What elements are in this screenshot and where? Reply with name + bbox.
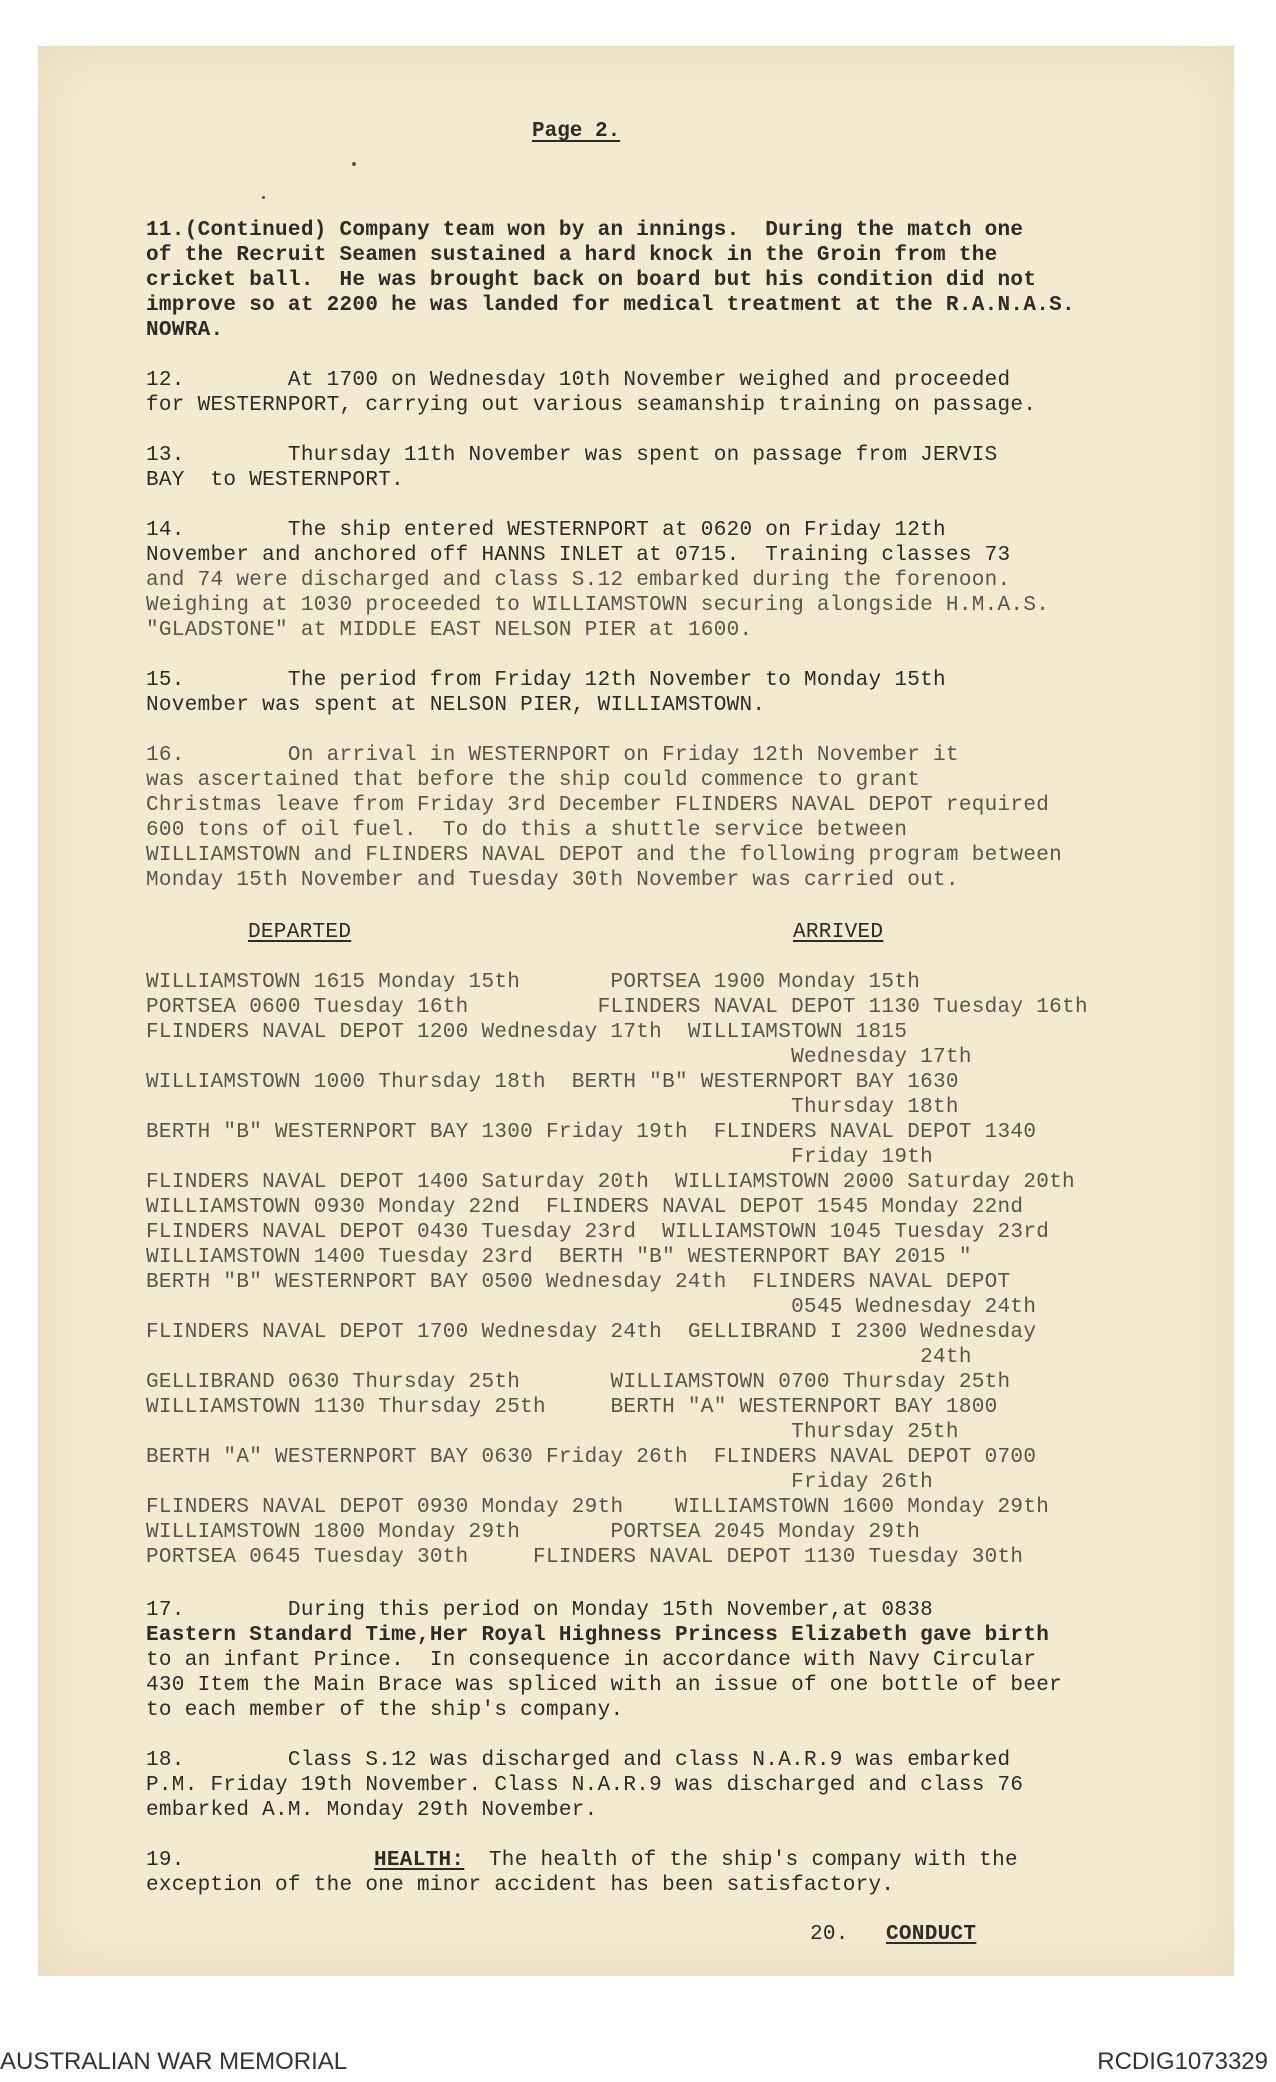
text-line: 11.(Continued) Company team won by an innings. During the match one [146, 219, 1024, 242]
text-line: Weighing at 1030 proceeded to WILLIAMSTOWN securing alongside H.M.A.S. [146, 594, 1050, 617]
text-line: improve so at 2200 he was landed for medical treatment at the R.A.N.A.S. [146, 294, 1075, 317]
schedule-row: FLINDERS NAVAL DEPOT 1200 Wednesday 17th WILLIAMSTOWN 1815 [146, 1021, 908, 1044]
schedule-row: WILLIAMSTOWN 1400 Tuesday 23rd BERTH "B" WESTERNPORT BAY 2015 " [146, 1246, 972, 1269]
text-line: exception of the one minor accident has been satisfactory. [146, 1874, 895, 1897]
schedule-row: Friday 19th [146, 1146, 934, 1169]
paragraph-number: 20. [810, 1923, 849, 1946]
text-line: was ascertained that before the ship could commence to grant [146, 769, 921, 792]
schedule-row: FLINDERS NAVAL DEPOT 0930 Monday 29th WILLIAMSTOWN 1600 Monday 29th [146, 1496, 1050, 1519]
text-line: Monday 15th November and Tuesday 30th November was carried out. [146, 869, 959, 892]
schedule-row: Thursday 25th [146, 1421, 959, 1444]
schedule-row: BERTH "B" WESTERNPORT BAY 0500 Wednesday 24th FLINDERS NAVAL DEPOT [146, 1271, 1011, 1294]
text-line: 14. The ship entered WESTERNPORT at 0620 on Friday 12th [146, 519, 946, 542]
text-line: The health of the ship's company with the [476, 1849, 1018, 1872]
text-line: November was spent at NELSON PIER, WILLIAMSTOWN. [146, 694, 766, 717]
text-line: "GLADSTONE" at MIDDLE EAST NELSON PIER at 1600. [146, 619, 753, 642]
text-line: 18. Class S.12 was discharged and class N.A.R.9 was embarked [146, 1749, 1011, 1772]
text-line: to each member of the ship's company. [146, 1699, 624, 1722]
schedule-row: PORTSEA 0645 Tuesday 30th FLINDERS NAVAL DEPOT 1130 Tuesday 30th [146, 1546, 1024, 1569]
text-line: to an infant Prince. In consequence in accordance with Navy Circular [146, 1649, 1037, 1672]
text-line: Eastern Standard Time,Her Royal Highness Princess Elizabeth gave birth [146, 1624, 1050, 1647]
text-line: for WESTERNPORT, carrying out various seamanship training on passage. [146, 394, 1037, 417]
text-line: 13. Thursday 11th November was spent on passage from JERVIS [146, 444, 998, 467]
text-line: cricket ball. He was brought back on board but his condition did not [146, 269, 1037, 292]
arrived-column-header: ARRIVED [793, 921, 884, 944]
schedule-row: WILLIAMSTOWN 1000 Thursday 18th BERTH "B" WESTERNPORT BAY 1630 [146, 1071, 959, 1094]
schedule-row: WILLIAMSTOWN 1130 Thursday 25th BERTH "A" WESTERNPORT BAY 1800 [146, 1396, 998, 1419]
schedule-row: Thursday 18th [146, 1096, 959, 1119]
paragraph-number: 19. [146, 1849, 185, 1872]
page-title: Page 2. [532, 120, 621, 143]
footer-id: RCDIG1073329 [1097, 2048, 1268, 2075]
text-line: 17. During this period on Monday 15th November,at 0838 [146, 1599, 934, 1622]
schedule-row: PORTSEA 0600 Tuesday 16th FLINDERS NAVAL DEPOT 1130 Tuesday 16th [146, 996, 1088, 1019]
paper-speck [262, 196, 265, 199]
text-line: 12. At 1700 on Wednesday 10th November weighed and proceeded [146, 369, 1011, 392]
conduct-heading: CONDUCT [886, 1923, 977, 1946]
schedule-row: Wednesday 17th [146, 1046, 972, 1069]
text-line: of the Recruit Seamen sustained a hard knock in the Groin from the [146, 244, 998, 267]
schedule-row: 24th [146, 1346, 972, 1369]
text-line: 430 Item the Main Brace was spliced with an issue of one bottle of beer [146, 1674, 1063, 1697]
footer-source: AUSTRALIAN WAR MEMORIAL [0, 2048, 348, 2075]
text-line: 15. The period from Friday 12th November to Monday 15th [146, 669, 946, 692]
schedule-row: WILLIAMSTOWN 1800 Monday 29th PORTSEA 2045 Monday 29th [146, 1521, 921, 1544]
schedule-row: 0545 Wednesday 24th [146, 1296, 1037, 1319]
text-line: WILLIAMSTOWN and FLINDERS NAVAL DEPOT and the following program between [146, 844, 1063, 867]
schedule-row: FLINDERS NAVAL DEPOT 1400 Saturday 20th WILLIAMSTOWN 2000 Saturday 20th [146, 1171, 1075, 1194]
schedule-row: BERTH "A" WESTERNPORT BAY 0630 Friday 26th FLINDERS NAVAL DEPOT 0700 [146, 1446, 1037, 1469]
text-line: NOWRA. [146, 319, 224, 342]
paper-speck [352, 162, 356, 166]
schedule-row: FLINDERS NAVAL DEPOT 0430 Tuesday 23rd WILLIAMSTOWN 1045 Tuesday 23rd [146, 1221, 1050, 1244]
text-line: P.M. Friday 19th November. Class N.A.R.9 was discharged and class 76 [146, 1774, 1024, 1797]
schedule-row: WILLIAMSTOWN 1615 Monday 15th PORTSEA 1900 Monday 15th [146, 971, 921, 994]
schedule-row: FLINDERS NAVAL DEPOT 1700 Wednesday 24th GELLIBRAND I 2300 Wednesday [146, 1321, 1037, 1344]
text-line: November and anchored off HANNS INLET at 0715. Training classes 73 [146, 544, 1011, 567]
text-line: and 74 were discharged and class S.12 embarked during the forenoon. [146, 569, 1011, 592]
schedule-row: WILLIAMSTOWN 0930 Monday 22nd FLINDERS NAVAL DEPOT 1545 Monday 22nd [146, 1196, 1024, 1219]
departed-column-header: DEPARTED [248, 921, 352, 944]
schedule-row: BERTH "B" WESTERNPORT BAY 1300 Friday 19th FLINDERS NAVAL DEPOT 1340 [146, 1121, 1037, 1144]
schedule-row: GELLIBRAND 0630 Thursday 25th WILLIAMSTOWN 0700 Thursday 25th [146, 1371, 1011, 1394]
text-line: BAY to WESTERNPORT. [146, 469, 405, 492]
text-line: 16. On arrival in WESTERNPORT on Friday 12th November it [146, 744, 959, 767]
text-line: Christmas leave from Friday 3rd December FLINDERS NAVAL DEPOT required [146, 794, 1050, 817]
text-line: 600 tons of oil fuel. To do this a shuttle service between [146, 819, 908, 842]
text-line: embarked A.M. Monday 29th November. [146, 1799, 598, 1822]
health-heading: HEALTH: [374, 1849, 465, 1872]
schedule-row: Friday 26th [146, 1471, 934, 1494]
